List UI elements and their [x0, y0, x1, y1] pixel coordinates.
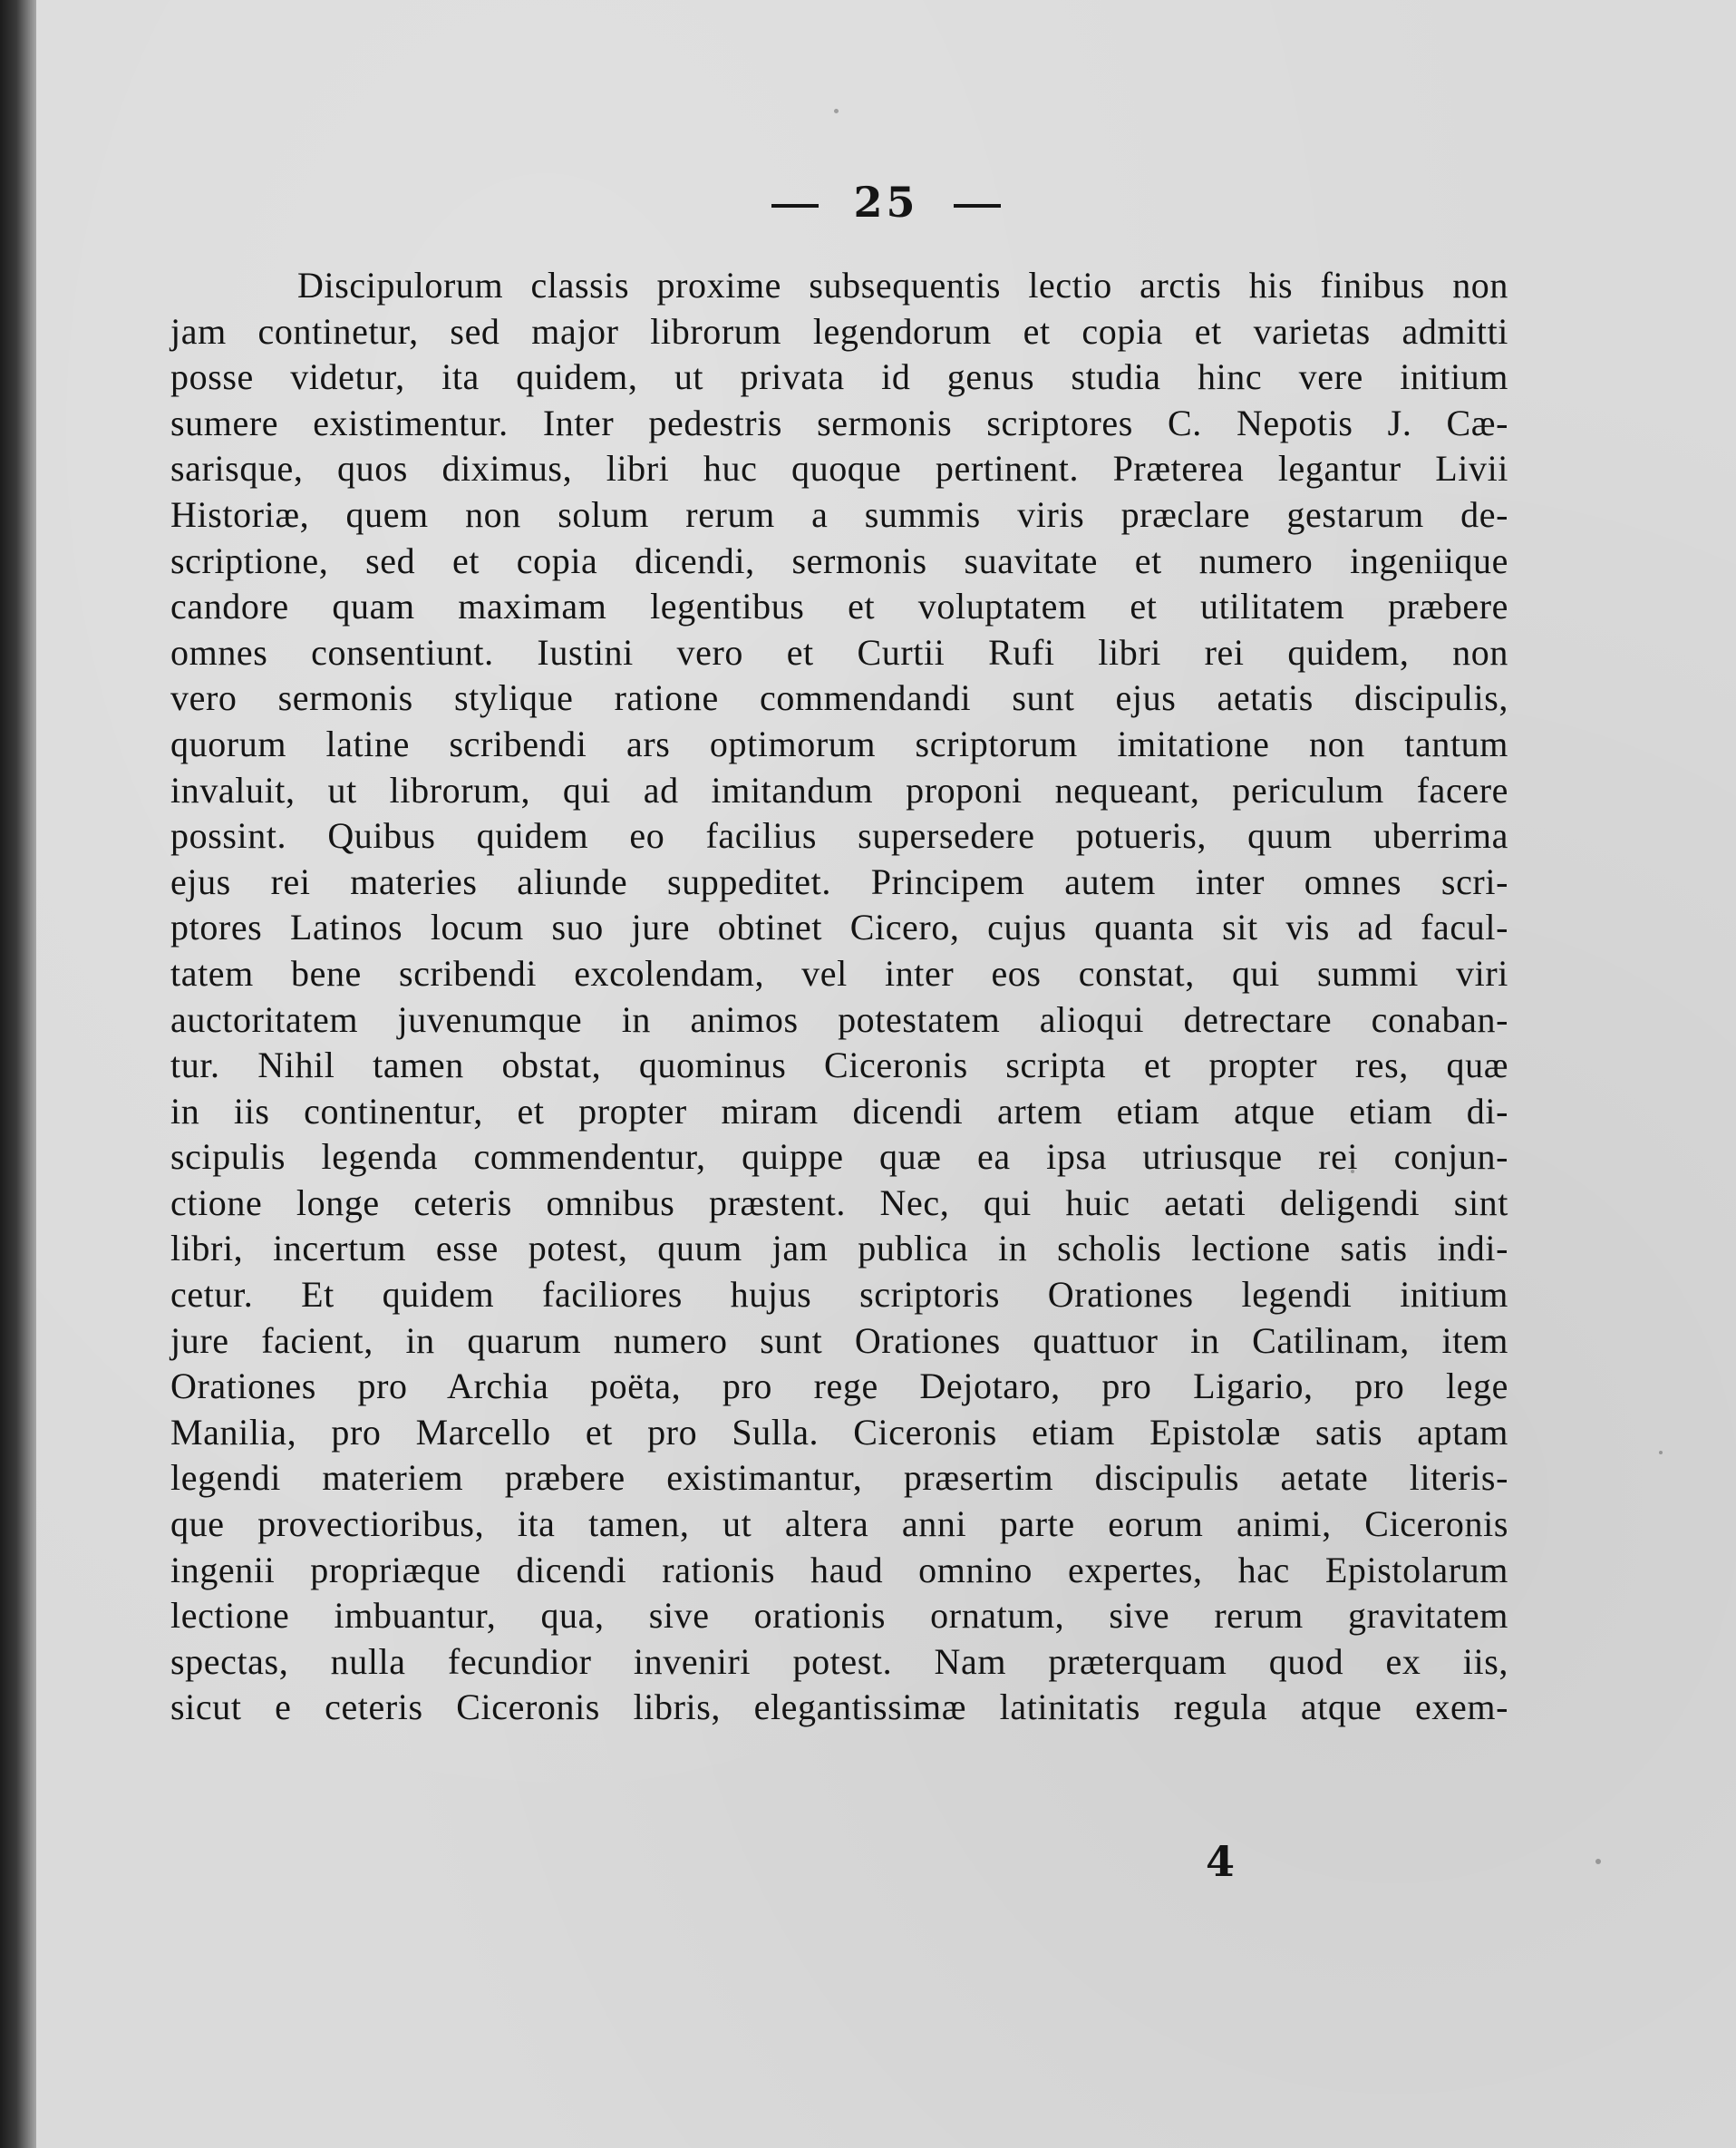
text-line: Manilia, pro Marcello et pro Sulla. Ciceronis etiam Epistolæ satis aptam — [170, 1411, 1508, 1453]
header-dash-right — [954, 204, 1001, 208]
text-line: que provectioribus, ita tamen, ut altera anni parte eorum animi, Ciceronis — [170, 1503, 1508, 1545]
text-line: Historiæ, quem non solum rerum a summis viris præclare gestarum de- — [170, 493, 1508, 535]
page-number: 25 — [853, 178, 919, 227]
book-page — [36, 0, 1736, 2148]
text-line: quorum latine scribendi ars optimorum scriptorum imitatione non tantum — [170, 723, 1508, 764]
text-line: scriptione, sed et copia dicendi, sermonis suavitate et numero ingeniique — [170, 539, 1508, 581]
text-line: ptores Latinos locum suo jure obtinet Cicero, cujus quanta sit vis ad facul- — [170, 907, 1508, 948]
text-line: spectas, nulla fecundior inveniri potest. Nam præterquam quod ex iis, — [170, 1640, 1508, 1682]
page-header — [36, 178, 1736, 227]
text-line: jam continetur, sed major librorum legendorum et copia et varietas admitti — [170, 310, 1508, 352]
text-line: possint. Quibus quidem eo facilius supersedere potueris, quum uberrima — [170, 815, 1508, 857]
text-line: ingenii propriæque dicendi rationis haud omnino expertes, hac Epistolarum — [170, 1549, 1508, 1590]
paper-speckle — [1659, 1451, 1663, 1454]
text-line: tur. Nihil tamen obstat, quominus Ciceronis scripta et propter res, quæ — [170, 1045, 1508, 1086]
text-line: posse videtur, ita quidem, ut privata id genus studia hinc vere initium — [170, 356, 1508, 398]
text-line: sicut e ceteris Ciceronis libris, elegantissimæ latinitatis regula atque exem- — [170, 1686, 1508, 1728]
text-line: libri, incertum esse potest, quum jam publica in scholis lectione satis indi- — [170, 1228, 1508, 1269]
text-line: tatem bene scribendi excolendam, vel inter eos constat, qui summi viri — [170, 952, 1508, 994]
text-line: invaluit, ut librorum, qui ad imitandum proponi nequeant, periculum facere — [170, 769, 1508, 811]
text-line: Discipulorum classis proxime subsequentis lectio arctis his finibus non — [297, 265, 1508, 306]
paper-speckle — [1595, 1859, 1601, 1864]
text-line: vero sermonis stylique ratione commendandi sunt ejus aetatis discipulis, — [170, 677, 1508, 719]
text-line: jure facient, in quarum numero sunt Orationes quattuor in Catilinam, item — [170, 1319, 1508, 1361]
text-line: ctione longe ceteris omnibus præstent. Nec, qui huic aetati deligendi sint — [170, 1181, 1508, 1223]
paper-speckle — [1351, 1170, 1354, 1173]
text-line: auctoritatem juvenumque in animos potestatem alioqui detrectare conaban- — [170, 998, 1508, 1040]
text-line: in iis continentur, et propter miram dicendi artem etiam atque etiam di- — [170, 1090, 1508, 1132]
text-line: sumere existimentur. Inter pedestris sermonis scriptores C. Nepotis J. Cæ- — [170, 402, 1508, 443]
text-line: Orationes pro Archia poëta, pro rege Dejotaro, pro Ligario, pro lege — [170, 1366, 1508, 1407]
header-dash-left — [771, 204, 819, 208]
text-line: candore quam maximam legentibus et voluptatem et utilitatem præbere — [170, 586, 1508, 627]
text-line: sarisque, quos diximus, libri huc quoque pertinent. Præterea legantur Livii — [170, 448, 1508, 490]
text-line: cetur. Et quidem faciliores hujus scriptoris Orationes legendi initium — [170, 1274, 1508, 1316]
text-line: lectione imbuantur, qua, sive orationis ornatum, sive rerum gravitatem — [170, 1595, 1508, 1637]
body-text — [170, 263, 1508, 1731]
text-line: legendi materiem præbere existimantur, præsertim discipulis aetate literis- — [170, 1457, 1508, 1499]
paper-speckle — [834, 109, 839, 113]
signature-mark: 4 — [1206, 1837, 1236, 1886]
text-line: ejus rei materies aliunde suppeditet. Principem autem inter omnes scri- — [170, 860, 1508, 902]
text-line: omnes consentiunt. Iustini vero et Curtii Rufi libri rei quidem, non — [170, 631, 1508, 673]
text-line: scipulis legenda commendentur, quippe quæ ea ipsa utriusque rei conjun- — [170, 1136, 1508, 1178]
